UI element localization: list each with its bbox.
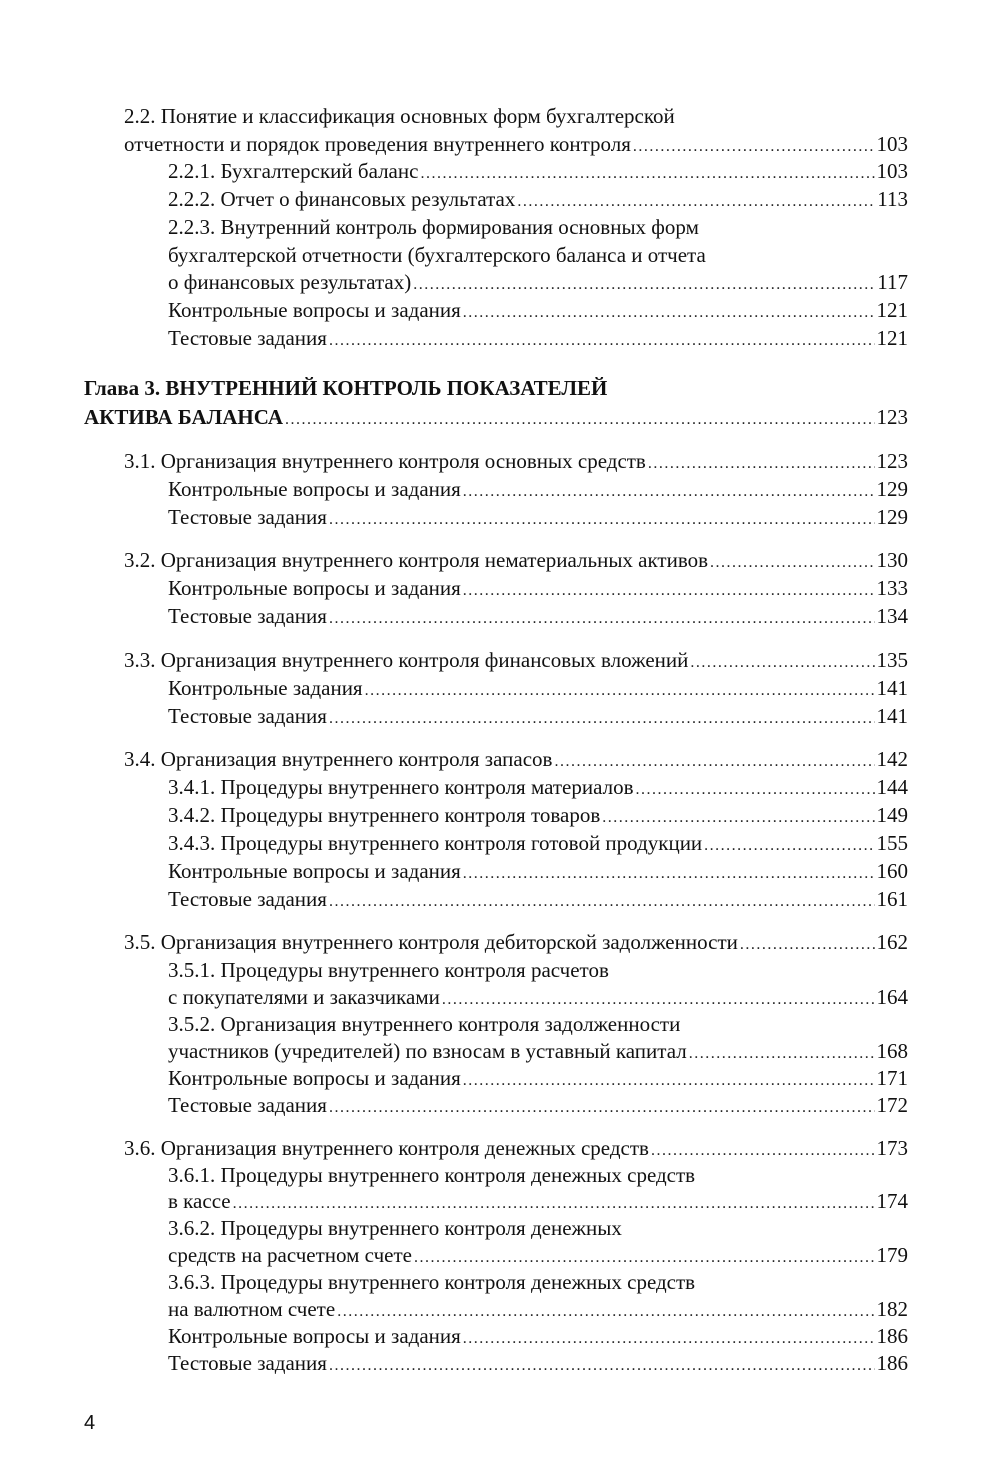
toc-entry-title: 3.5.1. Процедуры внутреннего контроля расчетов xyxy=(168,958,609,982)
toc-entry-page: 160 xyxy=(876,859,908,883)
toc-entry-title: Контрольные задания xyxy=(168,676,363,700)
toc-entry-page: 129 xyxy=(876,505,908,529)
toc-entry xyxy=(124,546,908,574)
toc-entry-page: 172 xyxy=(876,1093,908,1117)
toc-entry xyxy=(168,602,908,630)
toc-entry-page: 174 xyxy=(876,1189,908,1213)
toc-entry-title: 2.2. Понятие и классификация основных форм бухгалтерской xyxy=(124,104,675,128)
toc-entry-page: 123 xyxy=(876,449,908,473)
leader-dots xyxy=(463,299,875,327)
toc-entry-title: Контрольные вопросы и задания xyxy=(168,477,461,501)
toc-entry-page: 141 xyxy=(876,676,908,700)
toc-entry-title: на валютном счете xyxy=(168,1297,336,1321)
toc-entry xyxy=(168,574,908,602)
toc-entry-title: участников (учредителей) по взносам в уставный капитал xyxy=(168,1039,687,1063)
toc-entry xyxy=(168,324,908,352)
toc-entry xyxy=(168,1091,908,1119)
toc-entry-title: Контрольные вопросы и задания xyxy=(168,1066,461,1090)
toc-entry-title: в кассе xyxy=(168,1189,231,1213)
toc-entry-page: 129 xyxy=(876,477,908,501)
toc-entry-title: 3.3. Организация внутреннего контроля финансовых вложений xyxy=(124,648,689,672)
toc-entry xyxy=(168,1064,908,1092)
leader-dots xyxy=(329,327,875,355)
toc-entry xyxy=(168,1295,908,1323)
leader-dots xyxy=(740,931,875,959)
toc-entry-title: 3.1. Организация внутреннего контроля основных средств xyxy=(124,449,646,473)
toc-entry-title: Контрольные вопросы и задания xyxy=(168,859,461,883)
leader-dots xyxy=(413,271,875,299)
leader-dots xyxy=(329,605,875,633)
chapter-heading xyxy=(84,374,784,402)
toc-entry-page: 179 xyxy=(876,1243,908,1267)
toc-entry-title: с покупателями и заказчиками xyxy=(168,985,440,1009)
toc-entry xyxy=(168,1187,908,1215)
toc-entry-title: 3.6.1. Процедуры внутреннего контроля денежных средств xyxy=(168,1163,696,1187)
toc-entry xyxy=(168,503,908,531)
toc-entry xyxy=(168,1268,848,1296)
leader-dots xyxy=(710,549,874,577)
toc-entry xyxy=(124,1134,908,1162)
toc-entry-title: Тестовые задания xyxy=(168,887,327,911)
toc-entry xyxy=(168,956,848,984)
leader-dots xyxy=(463,860,875,888)
toc-entry-title: 2.2.3. Внутренний контроль формирования основных форм xyxy=(168,215,699,239)
toc-entry-title: 3.4.1. Процедуры внутреннего контроля материалов xyxy=(168,775,634,799)
toc-entry-title: 3.4.2. Процедуры внутреннего контроля товаров xyxy=(168,803,601,827)
leader-dots xyxy=(463,577,875,605)
toc-entry-title: Контрольные вопросы и задания xyxy=(168,1324,461,1348)
toc-entry-page: 149 xyxy=(876,803,908,827)
toc-entry-title: 3.4.3. Процедуры внутреннего контроля готовой продукции xyxy=(168,831,703,855)
leader-dots xyxy=(602,804,874,832)
leader-dots xyxy=(648,450,875,478)
toc-entry-page: 186 xyxy=(876,1351,908,1375)
toc-entry xyxy=(168,1322,908,1350)
leader-dots xyxy=(636,776,875,804)
toc-entry xyxy=(168,1161,848,1189)
toc-entry-page: 130 xyxy=(876,548,908,572)
toc-entry-title: Глава 3. ВНУТРЕННИЙ КОНТРОЛЬ ПОКАЗАТЕЛЕЙ xyxy=(84,376,608,400)
toc-entry-page: 141 xyxy=(876,704,908,728)
toc-entry-page: 168 xyxy=(876,1039,908,1063)
toc-entry xyxy=(124,928,908,956)
toc-entry xyxy=(168,1037,908,1065)
toc-entry-title: 2.2.2. Отчет о финансовых результатах xyxy=(168,187,516,211)
leader-dots xyxy=(329,888,875,916)
toc-entry-page: 135 xyxy=(876,648,908,672)
toc-entry xyxy=(168,674,908,702)
toc-entry-title: отчетности и порядок проведения внутреннего контроля xyxy=(124,132,631,156)
toc-entry xyxy=(124,447,908,475)
toc-entry-page: 161 xyxy=(876,887,908,911)
page-number: 4 xyxy=(84,1412,96,1434)
leader-dots xyxy=(517,188,875,216)
toc-entry-page: 144 xyxy=(876,775,908,799)
toc-entry xyxy=(168,857,908,885)
toc-entry xyxy=(168,885,908,913)
toc-entry xyxy=(168,268,908,296)
toc-entry-page: 155 xyxy=(876,831,908,855)
toc-entry-page: 186 xyxy=(876,1324,908,1348)
toc-entry-page: 113 xyxy=(877,187,908,211)
toc-entry-title: 3.5. Организация внутреннего контроля дебиторской задолженности xyxy=(124,930,738,954)
leader-dots xyxy=(329,705,875,733)
toc-entry-page: 142 xyxy=(876,747,908,771)
leader-dots xyxy=(420,160,874,188)
toc-entry-page: 103 xyxy=(876,132,908,156)
toc-entry-page: 164 xyxy=(876,985,908,1009)
chapter-heading xyxy=(84,403,908,431)
toc-entry-title: о финансовых результатах) xyxy=(168,270,412,294)
toc-entry-title: средств на расчетном счете xyxy=(168,1243,412,1267)
toc-entry xyxy=(168,829,908,857)
toc-entry xyxy=(168,296,908,324)
toc-entry-title: бухгалтерской отчетности (бухгалтерского баланса и отчета xyxy=(168,243,706,267)
leader-dots xyxy=(285,406,874,434)
toc-entry-title: Тестовые задания xyxy=(168,704,327,728)
leader-dots xyxy=(690,649,874,677)
toc-entry xyxy=(124,102,784,130)
toc-entry-page: 117 xyxy=(877,270,908,294)
toc-entry xyxy=(168,801,908,829)
toc-entry xyxy=(168,185,908,213)
leader-dots xyxy=(365,677,875,705)
toc-entry xyxy=(168,1214,848,1242)
toc-entry-page: 171 xyxy=(876,1066,908,1090)
toc-entry xyxy=(168,983,908,1011)
toc-entry xyxy=(124,130,908,158)
toc-entry-title: 3.5.2. Организация внутреннего контроля задолженности xyxy=(168,1012,681,1036)
toc-entry xyxy=(168,1349,908,1377)
toc-entry-page: 121 xyxy=(876,298,908,322)
toc-entry xyxy=(168,773,908,801)
toc-entry-page: 162 xyxy=(876,930,908,954)
leader-dots xyxy=(329,1352,875,1380)
toc-entry-title: 3.6.3. Процедуры внутреннего контроля денежных средств xyxy=(168,1270,696,1294)
toc-entry-title: Тестовые задания xyxy=(168,505,327,529)
toc-entry-title: АКТИВА БАЛАНСА xyxy=(84,405,284,429)
toc-entry-title: 3.2. Организация внутреннего контроля нематериальных активов xyxy=(124,548,709,572)
toc-entry xyxy=(168,213,848,241)
leader-dots xyxy=(463,478,875,506)
toc-entry-title: Тестовые задания xyxy=(168,326,327,350)
toc-entry-title: 3.6.2. Процедуры внутреннего контроля денежных xyxy=(168,1216,622,1240)
toc-entry xyxy=(124,646,908,674)
leader-dots xyxy=(329,1094,875,1122)
toc-entry-page: 133 xyxy=(876,576,908,600)
toc-entry-page: 182 xyxy=(876,1297,908,1321)
toc-entry xyxy=(168,157,908,185)
toc-entry xyxy=(124,745,908,773)
leader-dots xyxy=(329,506,875,534)
toc-entry-title: Тестовые задания xyxy=(168,1093,327,1117)
toc-entry-title: Контрольные вопросы и задания xyxy=(168,576,461,600)
toc-entry-page: 103 xyxy=(876,159,908,183)
leader-dots xyxy=(554,748,874,776)
toc-entry-page: 134 xyxy=(876,604,908,628)
toc-entry xyxy=(168,475,908,503)
toc-entry xyxy=(168,1010,848,1038)
toc-entry-title: 3.4. Организация внутреннего контроля запасов xyxy=(124,747,553,771)
toc-entry-title: Тестовые задания xyxy=(168,604,327,628)
toc-entry-title: Тестовые задания xyxy=(168,1351,327,1375)
toc-entry-title: 2.2.1. Бухгалтерский баланс xyxy=(168,159,419,183)
toc-entry xyxy=(168,1241,908,1269)
toc-entry xyxy=(168,241,848,269)
toc-entry-title: 3.6. Организация внутреннего контроля денежных средств xyxy=(124,1136,649,1160)
toc-entry-title: Контрольные вопросы и задания xyxy=(168,298,461,322)
toc-entry xyxy=(168,702,908,730)
leader-dots xyxy=(704,832,874,860)
toc-entry-page: 121 xyxy=(876,326,908,350)
toc-entry-page: 173 xyxy=(876,1136,908,1160)
toc-entry-page: 123 xyxy=(876,405,908,429)
